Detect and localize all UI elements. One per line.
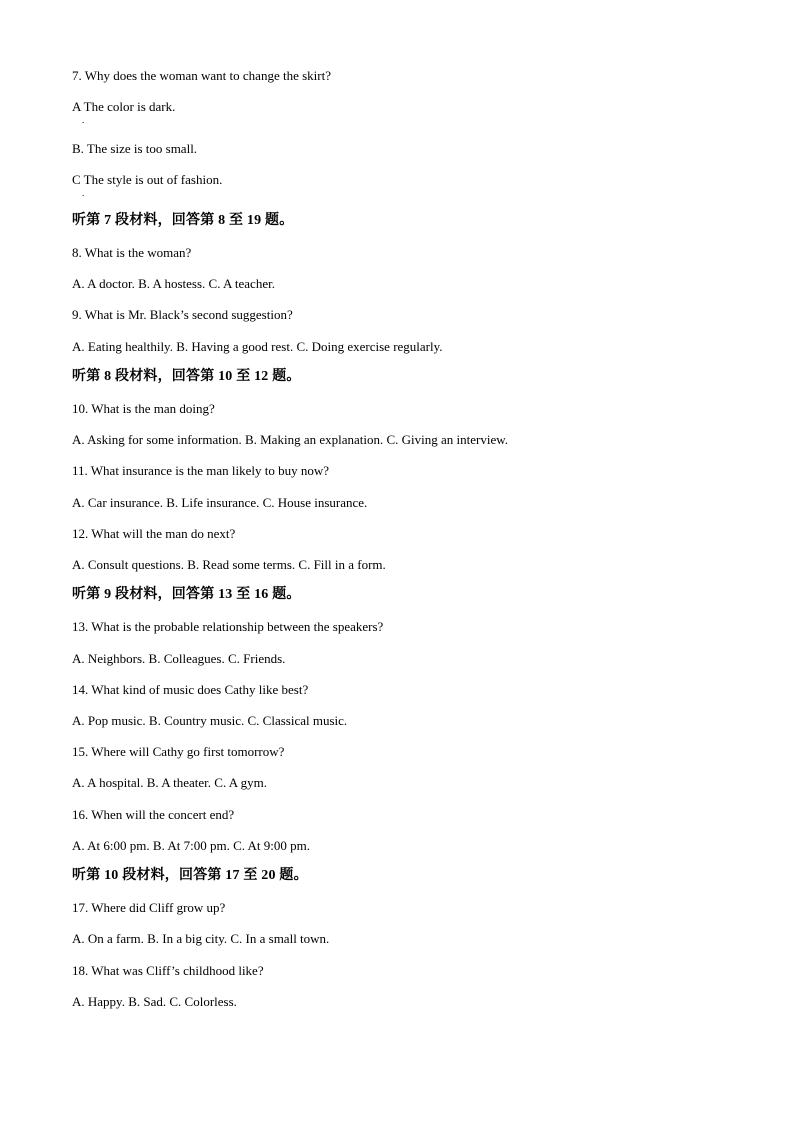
question-11: 11. What insurance is the man likely to buy now?	[72, 463, 330, 478]
question-13: 13. What is the probable relationship between the speakers?	[72, 619, 384, 634]
question-18: 18. What was Cliff’s childhood like?	[72, 963, 264, 978]
question-11-options: A. Car insurance. B. Life insurance. C. House insurance.	[72, 495, 368, 510]
section-heading-10: 听第 10 段材料，回答第 17 至 20 题。	[72, 868, 308, 883]
option-marker-dot: .	[82, 115, 85, 125]
question-12: 12. What will the man do next?	[72, 526, 236, 541]
question-18-options: A. Happy. B. Sad. C. Colorless.	[72, 994, 237, 1009]
section-heading-8: 听第 8 段材料，回答第 10 至 12 题。	[72, 369, 301, 384]
question-7-option-b: B. The size is too small.	[72, 141, 198, 156]
question-14-options: A. Pop music. B. Country music. C. Classical music.	[72, 713, 348, 728]
question-9-options: A. Eating healthily. B. Having a good rest. C. Doing exercise regularly.	[72, 339, 443, 354]
question-9: 9. What is Mr. Black’s second suggestion?	[72, 307, 293, 322]
question-7: 7. Why does the woman want to change the skirt?	[72, 68, 331, 83]
question-16: 16. When will the concert end?	[72, 807, 235, 822]
question-17-options: A. On a farm. B. In a big city. C. In a small town.	[72, 931, 330, 946]
question-14: 14. What kind of music does Cathy like best?	[72, 682, 309, 697]
section-heading-9: 听第 9 段材料，回答第 13 至 16 题。	[72, 587, 301, 602]
question-8: 8. What is the woman?	[72, 245, 192, 260]
question-10-options: A. Asking for some information. B. Making an explanation. C. Giving an interview.	[72, 432, 509, 447]
question-8-options: A. A doctor. B. A hostess. C. A teacher.	[72, 276, 275, 291]
question-15: 15. Where will Cathy go first tomorrow?	[72, 744, 285, 759]
question-10: 10. What is the man doing?	[72, 401, 215, 416]
question-15-options: A. A hospital. B. A theater. C. A gym.	[72, 775, 268, 790]
question-13-options: A. Neighbors. B. Colleagues. C. Friends.	[72, 651, 286, 666]
question-17: 17. Where did Cliff grow up?	[72, 900, 226, 915]
question-7-option-a: A The color is dark.	[72, 99, 176, 114]
option-marker-dot: .	[82, 188, 85, 198]
question-7-option-c: C The style is out of fashion.	[72, 172, 223, 187]
question-16-options: A. At 6:00 pm. B. At 7:00 pm. C. At 9:00 pm.	[72, 838, 310, 853]
section-heading-7: 听第 7 段材料，回答第 8 至 19 题。	[72, 213, 294, 228]
question-12-options: A. Consult questions. B. Read some terms. C. Fill in a form.	[72, 557, 386, 572]
